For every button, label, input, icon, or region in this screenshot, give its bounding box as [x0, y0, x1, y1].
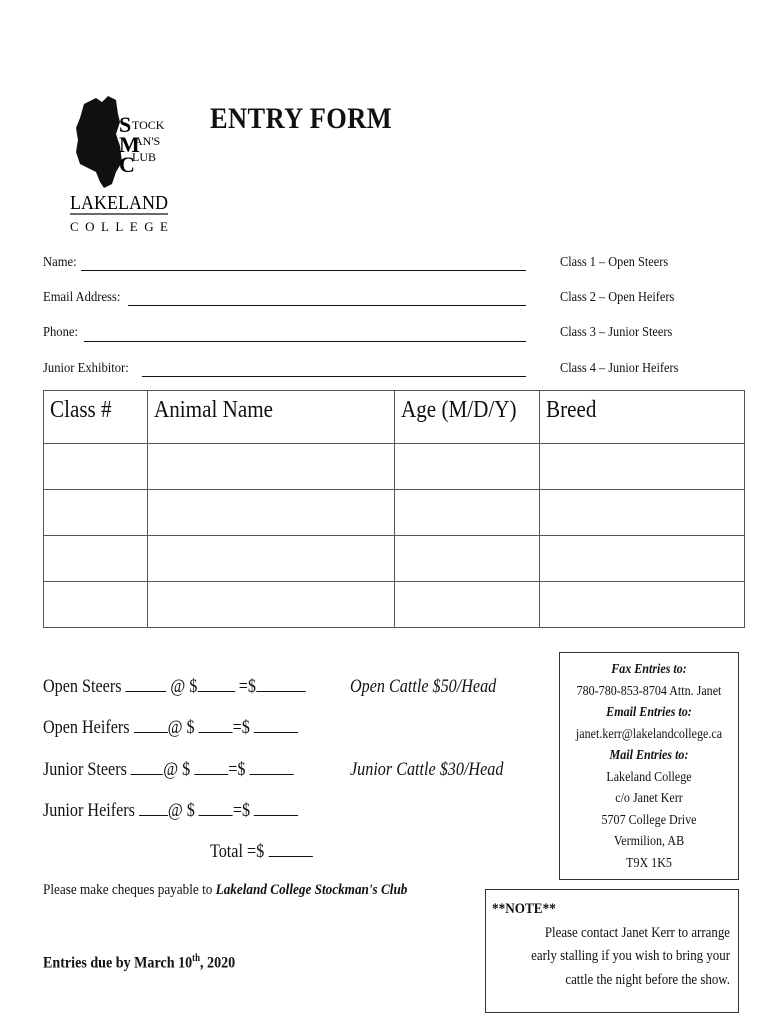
subtotal-blank[interactable]	[249, 760, 293, 775]
fee-at: @ $	[163, 759, 191, 780]
price-blank[interactable]	[194, 760, 228, 775]
subtotal-blank[interactable]	[254, 801, 298, 816]
fee-at: @ $	[167, 800, 195, 821]
fax-heading: Fax Entries to:	[611, 662, 687, 677]
fee-eq: =$	[228, 759, 246, 780]
note-line: early stalling if you wish to bring your	[531, 948, 730, 964]
fee-at: @ $	[167, 717, 195, 738]
price-blank[interactable]	[199, 801, 233, 816]
fee-label: Junior Steers	[43, 759, 127, 780]
table-row	[44, 444, 745, 490]
fee-line-open-steers	[43, 676, 305, 698]
table-cell[interactable]	[394, 444, 540, 490]
junior-cattle-rate: Junior Cattle $30/Head	[350, 759, 504, 780]
subtotal-blank[interactable]	[254, 718, 298, 733]
table-cell[interactable]	[44, 490, 148, 536]
class-4-label: Class 4 – Junior Heifers	[560, 361, 679, 376]
address-line: Vermilion, AB	[613, 834, 685, 849]
logo-letter-c: C	[119, 152, 135, 177]
header-breed: Breed	[540, 391, 745, 444]
table-cell[interactable]	[44, 582, 148, 628]
contact-box	[559, 652, 739, 880]
count-blank[interactable]	[131, 760, 163, 775]
table-cell[interactable]	[540, 444, 745, 490]
note-line: Please contact Janet Kerr to arrange	[544, 924, 730, 941]
due-suffix: , 2020	[199, 954, 236, 972]
table-cell[interactable]	[147, 582, 394, 628]
class-2-label: Class 2 – Open Heifers	[560, 290, 675, 305]
fee-line-junior-heifers	[43, 800, 298, 822]
logo-letter-s: S	[119, 112, 132, 137]
logo-word-tock: TOCK	[132, 118, 165, 132]
fee-eq: =$	[232, 717, 250, 738]
name-field-line[interactable]	[81, 270, 526, 271]
header-age: Age (M/D/Y)	[394, 391, 540, 444]
price-blank[interactable]	[197, 677, 234, 692]
open-cattle-rate: Open Cattle $50/Head	[350, 676, 497, 697]
class-1-label: Class 1 – Open Steers	[560, 255, 669, 270]
fee-eq: =$	[232, 800, 251, 821]
phone-label: Phone:	[43, 325, 79, 340]
logo-word-lub: LUB	[132, 150, 156, 164]
table-cell[interactable]	[147, 536, 394, 582]
note-title: **NOTE**	[492, 901, 556, 917]
note-box	[485, 889, 739, 1013]
fee-at: @ $	[170, 676, 198, 697]
total-label: Total =$	[210, 841, 265, 862]
table-row	[44, 582, 745, 628]
table-row	[44, 490, 745, 536]
form-title: ENTRY FORM	[210, 102, 393, 135]
address-line: 5707 College Drive	[601, 812, 697, 828]
address-line: c/o Janet Kerr	[615, 791, 683, 806]
count-blank[interactable]	[139, 801, 168, 816]
class-3-label: Class 3 – Junior Steers	[560, 325, 673, 340]
email-field-line[interactable]	[128, 305, 526, 306]
stockmans-club-logo	[66, 92, 176, 237]
fee-line-junior-steers	[43, 759, 294, 781]
price-blank[interactable]	[199, 718, 233, 733]
table-cell[interactable]	[44, 444, 148, 490]
table-row	[44, 536, 745, 582]
name-label: Name:	[43, 255, 77, 270]
table-cell[interactable]	[394, 536, 540, 582]
header-class-number: Class #	[44, 391, 148, 444]
fee-eq: =$	[238, 676, 256, 697]
fee-total-line	[210, 841, 312, 863]
table-cell[interactable]	[147, 490, 394, 536]
logo-college: COLLEGE	[70, 219, 168, 234]
count-blank[interactable]	[134, 718, 168, 733]
address-line: Lakeland College	[606, 769, 692, 785]
due-prefix: Entries due by March 10	[43, 954, 193, 972]
phone-field-line[interactable]	[84, 341, 526, 342]
fee-label: Open Steers	[43, 676, 122, 697]
table-cell[interactable]	[44, 536, 148, 582]
table-cell[interactable]	[540, 536, 745, 582]
entries-due-date	[43, 953, 235, 972]
email-label: Email Address:	[43, 290, 121, 305]
table-cell[interactable]	[540, 490, 745, 536]
total-blank[interactable]	[268, 842, 312, 857]
table-header-row	[44, 391, 745, 444]
header-animal-name: Animal Name	[147, 391, 394, 444]
cheque-prefix: Please make cheques payable to	[43, 882, 216, 898]
junior-exhibitor-label: Junior Exhibitor:	[43, 361, 129, 376]
table-cell[interactable]	[147, 444, 394, 490]
logo-lakeland: LAKELAND	[70, 192, 168, 214]
email-address: janet.kerr@lakelandcollege.ca	[575, 726, 723, 742]
fax-number: 780-780-853-8704 Attn. Janet	[576, 683, 722, 699]
entries-table	[43, 390, 745, 628]
table-cell[interactable]	[540, 582, 745, 628]
address-line: T9X 1K5	[626, 855, 672, 871]
table-cell[interactable]	[394, 582, 540, 628]
logo-letter-m: M	[119, 132, 140, 157]
logo-word-mans: AN'S	[134, 134, 161, 148]
cheque-instruction	[43, 882, 407, 899]
count-blank[interactable]	[126, 677, 167, 692]
note-line: cattle the night before the show.	[565, 971, 730, 988]
subtotal-blank[interactable]	[256, 677, 305, 692]
email-heading: Email Entries to:	[606, 705, 692, 720]
fee-label: Junior Heifers	[43, 800, 135, 821]
junior-exhibitor-field-line[interactable]	[142, 376, 526, 377]
fee-line-open-heifers	[43, 717, 298, 739]
mail-heading: Mail Entries to:	[609, 748, 689, 763]
table-cell[interactable]	[394, 490, 540, 536]
due-sup: th	[192, 953, 200, 964]
fee-label: Open Heifers	[43, 717, 130, 738]
cheque-payee: Lakeland College Stockman's Club	[215, 882, 408, 898]
